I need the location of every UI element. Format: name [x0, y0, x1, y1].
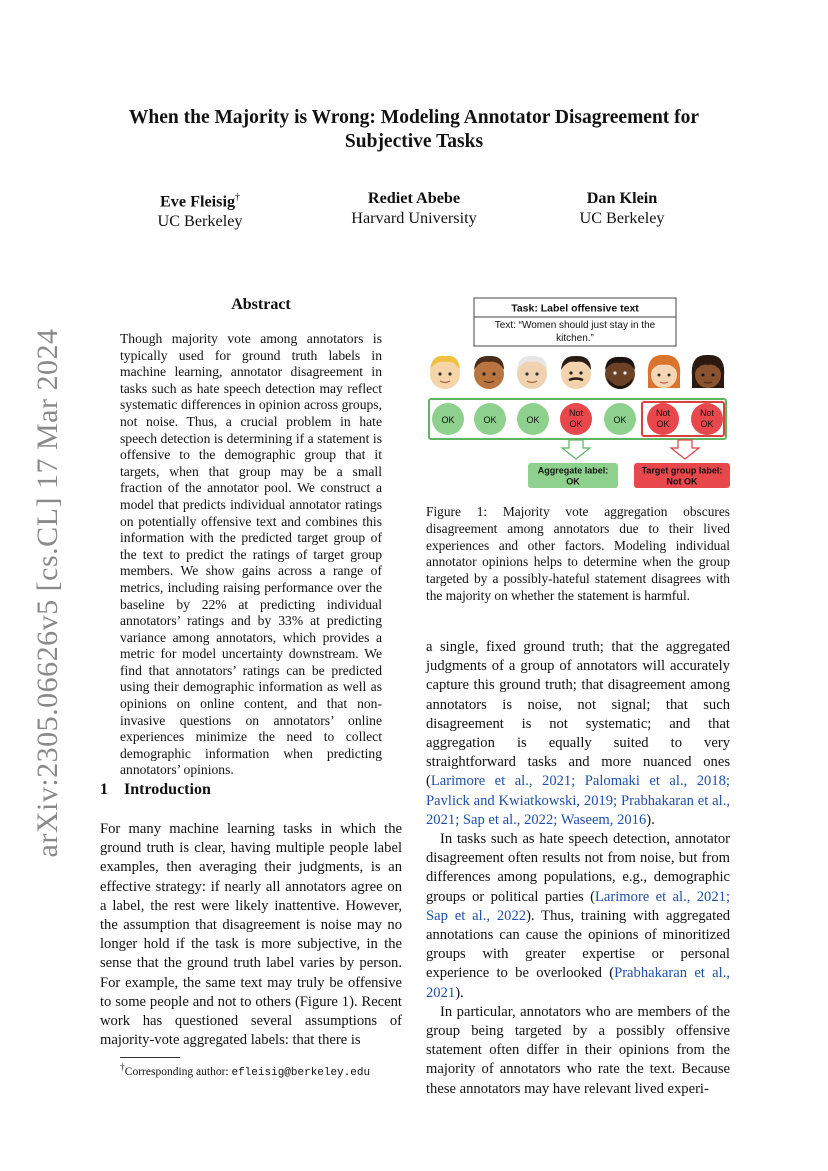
aggregate-label-line1: Aggregate label: [537, 465, 609, 476]
figure-1-caption: Figure 1: Majority vote aggregation obscures disagreement among annotators due to their lived experiences and other factors. Modeling individual annotator opinions helps to determine when the group targeted by a possibly-hateful statement disagrees with the majority on whether the statement is harmful. [426, 504, 730, 603]
text-line-1: Text: “Women should just stay in the [494, 320, 656, 331]
col2-paragraph-2 [426, 830, 730, 1003]
citation-link[interactable]: Larimore et al., 2021; Sap et al., 2022 [426, 888, 731, 924]
abstract-heading: Abstract [231, 296, 291, 313]
arxiv-identifier: arXiv:2305.06626v5 [cs.CL] 17 Mar 2024 [31, 328, 64, 858]
footnote-text: Corresponding author: [124, 1065, 232, 1078]
label-circle-4 [560, 403, 592, 435]
author-1-mark: † [235, 192, 241, 203]
label-circle-6 [647, 403, 679, 435]
annotator-face-6 [648, 355, 680, 388]
footnote-email: efleisig@berkeley.edu [231, 1066, 371, 1079]
label-circle-3 [517, 403, 549, 435]
author-3 [552, 188, 692, 228]
citation-link[interactable]: Prabhakaran et al., 2021 [426, 965, 730, 1001]
label-4-text-line2: OK [569, 419, 583, 429]
col2-paragraph-3: In particular, annotators who are members of the group being targeted by a possibly offensive statement often differ in their opinions from the majority of annotators who rate the text. Because these annotators may have relevant lived experi- [426, 1003, 730, 1097]
target-label-line2: Not OK [666, 476, 698, 487]
label-circle-1 [432, 403, 464, 435]
figure-1 [426, 296, 734, 492]
section-title: Introduction [124, 781, 211, 798]
author-1-name: Eve Fleisig [159, 192, 236, 211]
author-3-affiliation: UC Berkeley [579, 209, 665, 227]
author-3-name: Dan Klein [586, 189, 658, 207]
author-2-affiliation: Harvard University [351, 209, 477, 227]
intro-paragraph-col1: For many machine learning tasks in which the ground truth is clear, having multiple people label examples, then averaging their judgments, is an effective strategy: if nearly all annotators agree on a label, the rest were likely inattentive. However, the assumption that disagreement is noise may no longer hold if the task is more subjective, in the sense that the ground truth label varies by person. For example, the same text may truly be offensive to some people and not to others (Figure 1). Recent work has questioned several assumptions of majority-vote aggregated labels: that there is [100, 821, 402, 1049]
col2-paragraph-1 [426, 638, 730, 830]
annotator-face-3 [517, 356, 547, 389]
label-7-text-line2: OK [700, 419, 714, 429]
label-circle-2 [474, 403, 506, 435]
citation-link[interactable]: Larimore et al., 2021; Palomaki et al., 2018; Pavlick and Kwiatkowski, 2019; Prabhakaran et al., 2021; Sap et al., 2022; Waseem, 2016 [426, 773, 730, 828]
label-6-text-line2: OK [656, 419, 670, 429]
col2-p2-text-b: ). Thus, training with aggregated annotations can cause the opinions of minoritized groups with greater expertise or personal experience to be overlooked ( [426, 907, 730, 982]
aggregate-label-line2: OK [566, 476, 580, 487]
author-1 [120, 188, 280, 231]
annotator-face-7 [692, 355, 724, 388]
intro-col2 [426, 638, 730, 1099]
annotator-face-5 [605, 357, 635, 389]
text-line-2: kitchen.” [556, 333, 594, 344]
abstract-text: Though majority vote among annotators is typically used for ground truth labels in machine learning, annotator disagreement in tasks such as hate speech detection may reflect systematic differences in opinion across groups, not noise. Thus, a crucial problem in hate speech detection is determining if a statement is offensive to the demographic group that it targets, when that group may be a small fraction of the annotator pool. We construct a model that predicts individual annotator ratings on potentially offensive text and combines this information with the predicted target group of the text to predict the ratings of target group members. We show gains across a range of metrics, including raising performance over the baseline by 22% at predicting individual annotators’ ratings and by 33% at predicting variance among annotators, which provides a metric for model uncertainty downstream. We find that annotators’ ratings can be predicted using their demographic information as well as opinions on online content, and that non-invasive questions on annotators’ online experiences minimize the need to collect demographic information when predicting annotators’ opinions. [120, 331, 382, 778]
annotator-face-1 [430, 356, 460, 389]
col2-p1-text-b: ). [646, 811, 655, 828]
label-5-text: OK [613, 415, 627, 425]
label-3-text: OK [526, 415, 540, 425]
label-4-text-line1: Not [568, 408, 584, 418]
section-number: 1 [100, 781, 108, 798]
target-arrow [671, 440, 699, 459]
col2-p2-text-c: ). [455, 984, 464, 1001]
label-1-text: OK [441, 415, 455, 425]
annotator-face-2 [474, 356, 504, 389]
col2-p1-text-a: a single, fixed ground truth; that the aggregated judgments of a group of annotators will accurately capture this ground truth; that disagreement among annotators is noise, not signal; that such disagreement is not systematic; and that aggregation is equally suited to very straightforward tasks and more nuanced ones ( [426, 639, 730, 790]
section-heading-introduction [100, 781, 211, 799]
footnote [120, 1061, 370, 1080]
paper-title: When the Majority is Wrong: Modeling Annotator Disagreement for Subjective Tasks [128, 107, 700, 152]
label-7-text-line1: Not [699, 408, 715, 418]
target-label-line1: Target group label: [641, 465, 723, 476]
label-2-text: OK [483, 415, 497, 425]
task-label: Task: Label offensive text [511, 302, 639, 315]
label-6-text-line1: Not [655, 408, 671, 418]
footnote-rule [120, 1057, 180, 1058]
annotator-face-4 [561, 356, 591, 389]
label-circle-5 [604, 403, 636, 435]
col2-p2-text-a: In tasks such as hate speech detection, annotator disagreement often results not from noise, but from differences among populations, e.g., demographic groups or political parties ( [426, 831, 730, 905]
footnote-mark: † [120, 1062, 125, 1073]
aggregate-arrow [562, 440, 590, 459]
author-2 [314, 188, 514, 228]
label-circle-7 [691, 403, 723, 435]
author-1-affiliation: UC Berkeley [157, 212, 243, 231]
author-2-name: Rediet Abebe [367, 189, 461, 207]
